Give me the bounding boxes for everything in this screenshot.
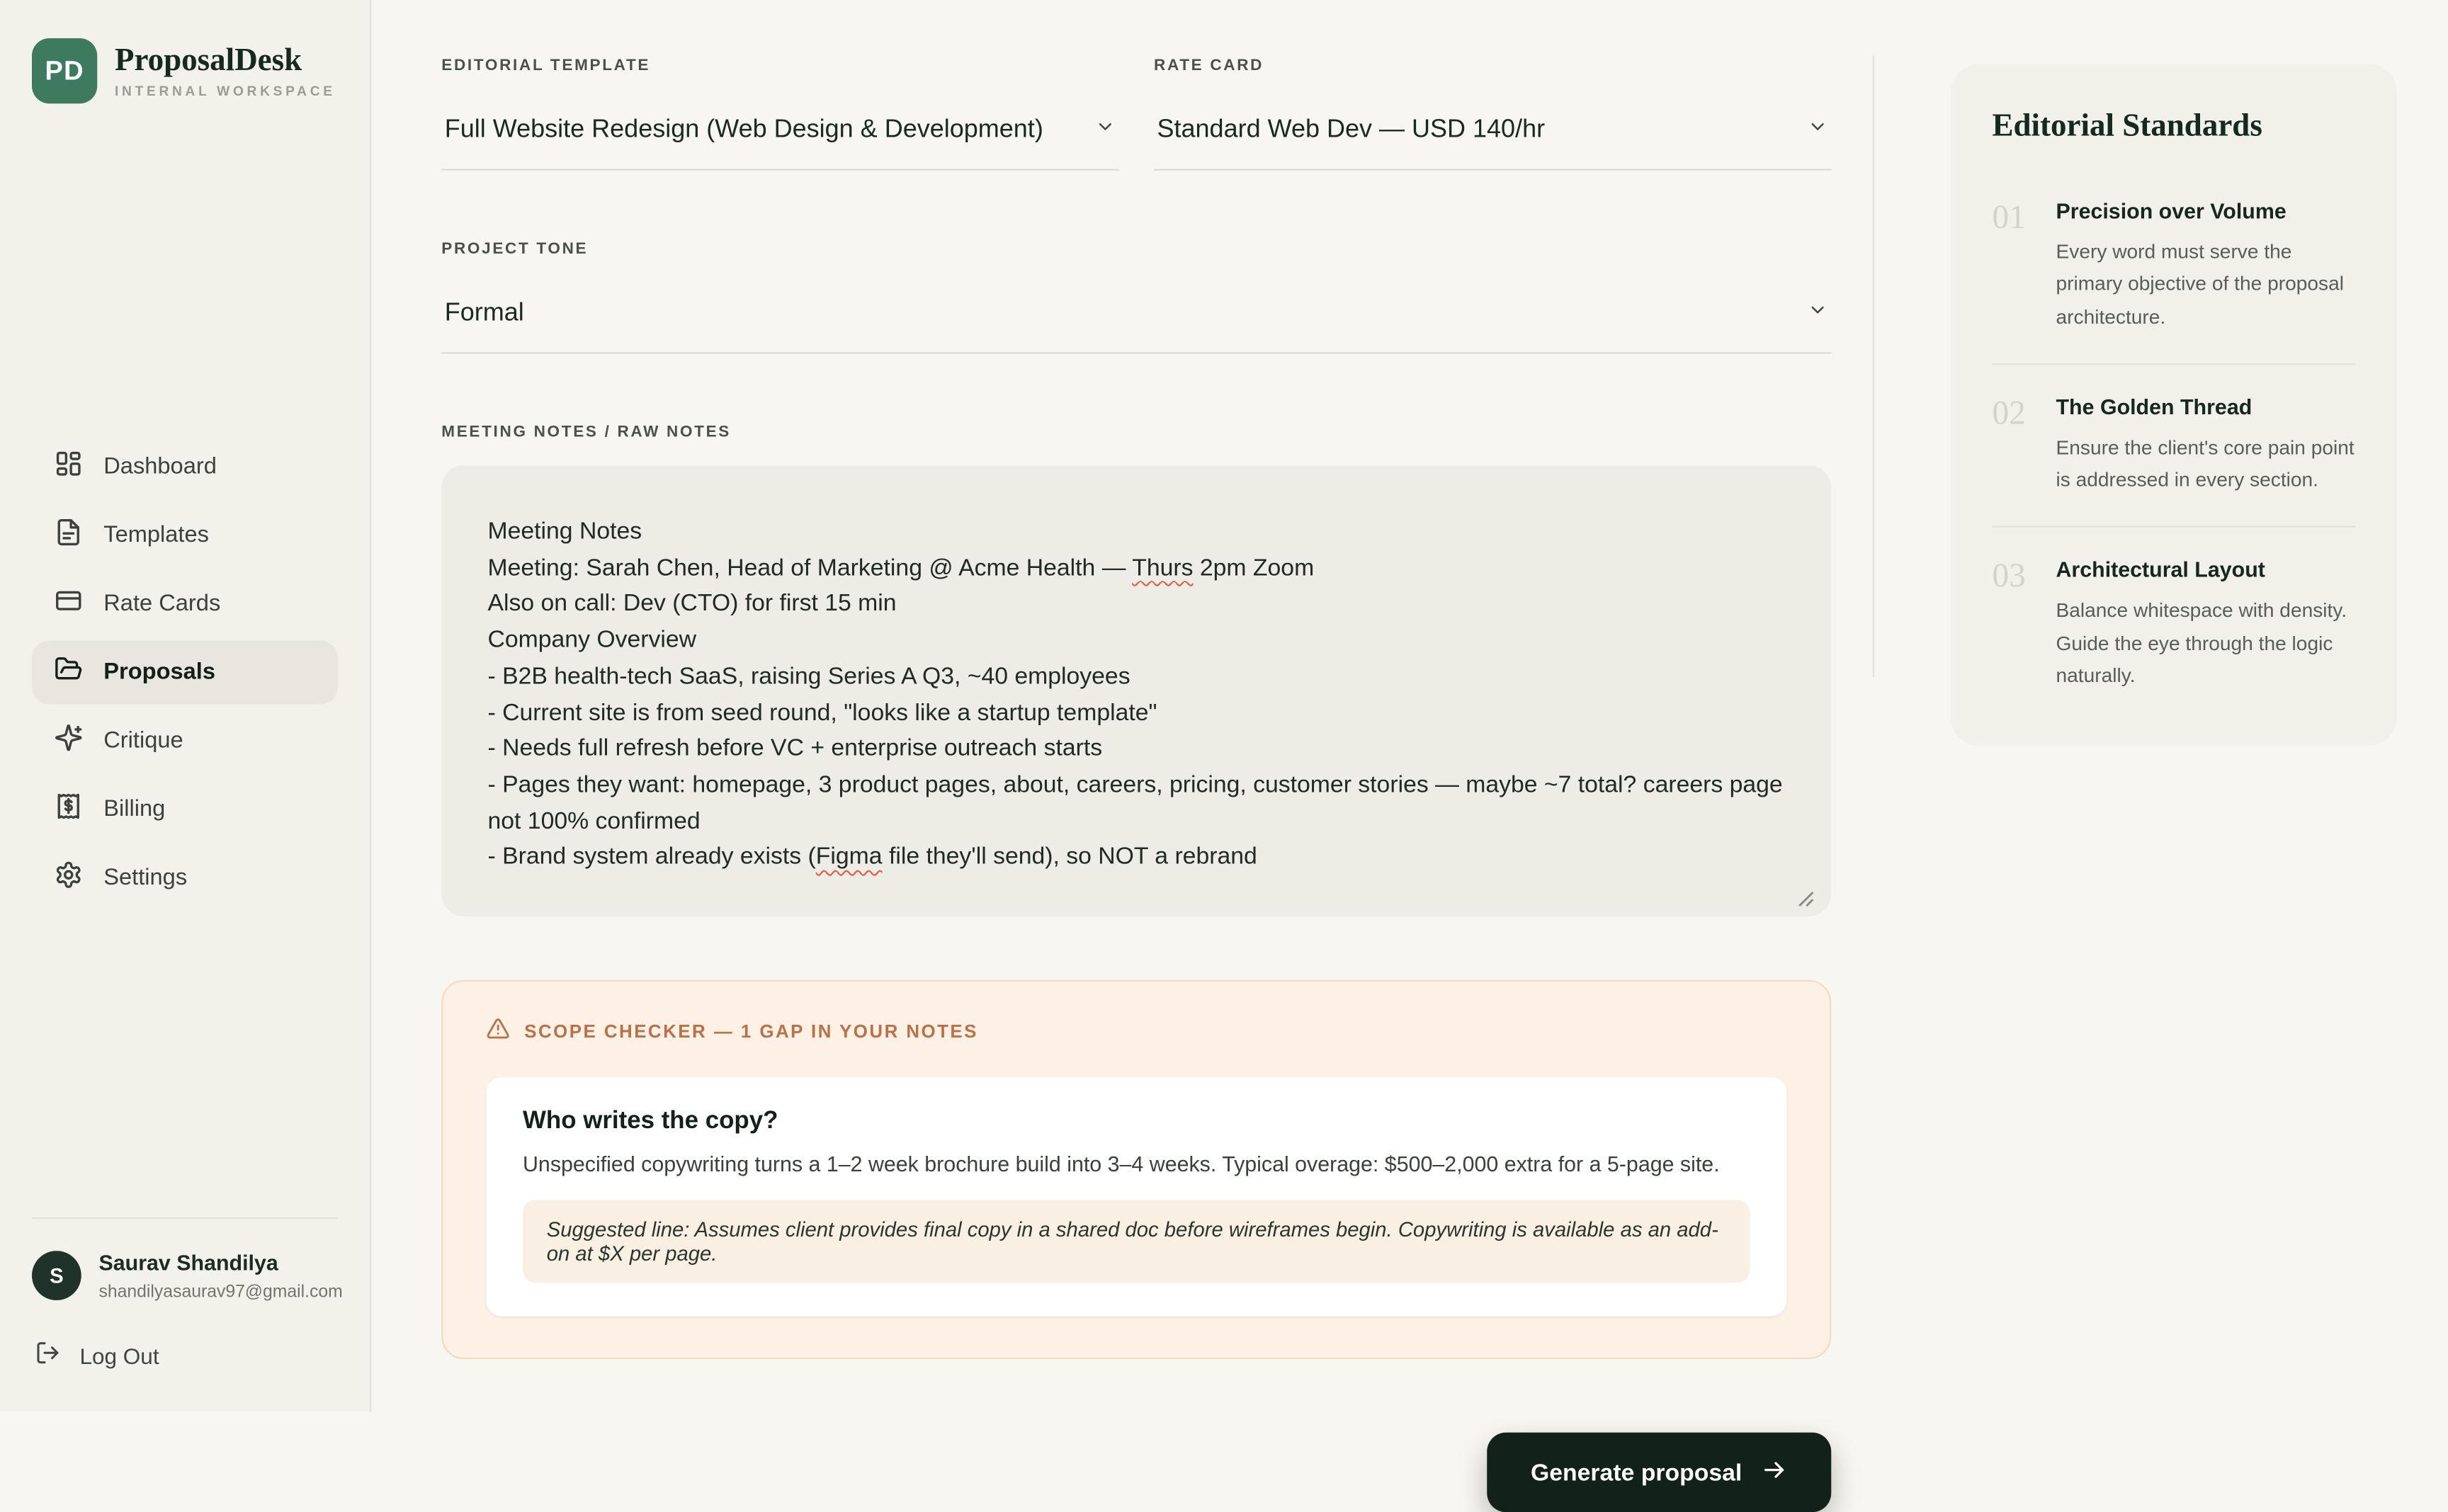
rate-card-value: Standard Web Dev — USD 140/hr bbox=[1157, 116, 1546, 144]
scope-gap-card bbox=[486, 1077, 1786, 1317]
receipt-icon bbox=[55, 792, 84, 827]
editorial-template-select[interactable] bbox=[441, 75, 1118, 171]
sidebar-item-label: Templates bbox=[103, 523, 209, 548]
standard-item-3 bbox=[1993, 558, 2356, 691]
standard-item-2 bbox=[1993, 394, 2356, 496]
logout-button[interactable] bbox=[32, 1340, 338, 1370]
scope-checker-panel bbox=[441, 980, 1831, 1360]
sidebar-item-label: Dashboard bbox=[103, 454, 217, 480]
editorial-standards-panel bbox=[1951, 64, 2397, 746]
sidebar-item-rate-cards[interactable] bbox=[32, 572, 338, 636]
standard-number: 03 bbox=[1992, 556, 2026, 595]
notes-line: - Pages they want: homepage, 3 product pages, about, careers, pricing, customer stories — maybe ~7 total? careers page not 100% confirmed bbox=[487, 771, 1790, 835]
sidebar-divider bbox=[32, 1217, 338, 1219]
standard-number: 02 bbox=[1992, 393, 2026, 432]
sidebar-item-label: Critique bbox=[103, 728, 183, 754]
sidebar-item-critique[interactable] bbox=[32, 709, 338, 773]
sidebar-item-label: Rate Cards bbox=[103, 591, 221, 617]
gap-explanation: Unspecified copywriting turns a 1–2 week brochure build into 3–4 weeks. Typical overage: $500–2,000 extra for a 5-page site. bbox=[523, 1152, 1720, 1176]
user-account bbox=[32, 1251, 343, 1302]
project-tone-label: PROJECT TONE bbox=[441, 240, 589, 258]
sidebar-item-proposals[interactable] bbox=[32, 641, 338, 705]
sidebar-item-billing[interactable] bbox=[32, 778, 338, 841]
user-name: Saurav Shandilya bbox=[98, 1251, 278, 1275]
sidebar-item-settings[interactable] bbox=[32, 846, 338, 910]
notes-line: Meeting: Sarah Chen, Head of Marketing @ Acme Health — Thurs 2pm Zoom bbox=[487, 554, 1315, 581]
project-tone-value: Formal bbox=[444, 300, 524, 327]
chevron-down-icon bbox=[1808, 300, 1828, 329]
user-email: shandilyasaurav97@gmail.com bbox=[98, 1283, 343, 1302]
chevron-down-icon bbox=[1095, 116, 1116, 145]
project-tone-select[interactable] bbox=[441, 258, 1831, 354]
notes-line: Meeting Notes bbox=[487, 518, 642, 545]
sidebar-footer bbox=[0, 1217, 370, 1411]
sidebar-nav bbox=[0, 435, 370, 910]
resize-handle-icon[interactable] bbox=[1796, 885, 1815, 904]
folder-open-icon bbox=[55, 655, 84, 690]
chevron-down-icon bbox=[1808, 116, 1828, 145]
arrow-right-icon bbox=[1761, 1455, 1788, 1489]
notes-textarea[interactable] bbox=[441, 465, 1831, 916]
notes-line: - Needs full refresh before VC + enterprise outreach starts bbox=[487, 734, 1103, 762]
standards-divider bbox=[1993, 363, 2356, 364]
file-text-icon bbox=[55, 518, 84, 553]
standard-body: Balance whitespace with density. Guide the eye through the logic naturally. bbox=[2056, 599, 2347, 687]
standard-item-1 bbox=[1993, 199, 2356, 332]
warning-triangle-icon bbox=[486, 1017, 510, 1049]
editorial-standards-title: Editorial Standards bbox=[1992, 108, 2262, 144]
sidebar bbox=[0, 0, 371, 1412]
standard-title: Precision over Volume bbox=[2056, 199, 2286, 223]
generate-proposal-button[interactable] bbox=[1488, 1433, 1831, 1512]
sidebar-item-label: Billing bbox=[103, 797, 166, 822]
credit-card-icon bbox=[55, 586, 84, 622]
gear-icon bbox=[55, 860, 84, 896]
right-column bbox=[1873, 0, 2448, 1412]
notes-line: Also on call: Dev (CTO) for first 15 min bbox=[487, 590, 897, 618]
scope-checker-title: SCOPE CHECKER — 1 GAP IN YOUR NOTES bbox=[524, 1023, 978, 1042]
sidebar-item-label: Settings bbox=[103, 865, 188, 891]
standard-title: Architectural Layout bbox=[2056, 558, 2265, 582]
sparkles-icon bbox=[55, 724, 84, 759]
logout-label: Log Out bbox=[79, 1342, 159, 1368]
standards-divider bbox=[1993, 526, 2356, 528]
standard-body: Ensure the client's core pain point is addressed in every section. bbox=[2056, 436, 2354, 491]
sidebar-item-label: Proposals bbox=[103, 659, 215, 686]
standard-title: The Golden Thread bbox=[2056, 394, 2252, 419]
generate-proposal-label: Generate proposal bbox=[1531, 1458, 1742, 1487]
notes-line: - Brand system already exists (Figma file they'll send), so NOT a rebrand bbox=[487, 843, 1257, 871]
brand-logo bbox=[0, 38, 370, 103]
standard-number: 01 bbox=[1992, 198, 2026, 236]
brand-tagline: INTERNAL WORKSPACE bbox=[115, 83, 336, 99]
main-content bbox=[371, 0, 1873, 1487]
logout-icon bbox=[35, 1340, 61, 1370]
avatar: S bbox=[32, 1251, 81, 1301]
editorial-template-value: Full Website Redesign (Web Design & Development) bbox=[444, 116, 1043, 144]
notes-line: - B2B health-tech SaaS, raising Series A Q3, ~40 employees bbox=[487, 662, 1130, 690]
brand-name: ProposalDesk bbox=[115, 42, 302, 79]
notes-line: - Current site is from seed round, "looks like a startup template" bbox=[487, 698, 1157, 726]
notes-line: Company Overview bbox=[487, 626, 697, 654]
gap-suggested-line: Suggested line: Assumes client provides final copy in a shared doc before wireframes begin. Copywriting is available as an add-on at $X per page. bbox=[523, 1200, 1750, 1283]
standard-body: Every word must serve the primary objective of the proposal architecture. bbox=[2056, 240, 2344, 328]
meeting-notes-label: MEETING NOTES / RAW NOTES bbox=[441, 424, 732, 442]
rate-card-select[interactable] bbox=[1154, 75, 1831, 171]
dashboard-grid-icon bbox=[55, 450, 84, 485]
editorial-template-label: EDITORIAL TEMPLATE bbox=[441, 57, 651, 75]
sidebar-item-dashboard[interactable] bbox=[32, 435, 338, 499]
gap-question: Who writes the copy? bbox=[523, 1107, 778, 1135]
brand-badge: PD bbox=[32, 38, 97, 103]
sidebar-item-templates[interactable] bbox=[32, 504, 338, 567]
rate-card-label: RATE CARD bbox=[1154, 57, 1264, 75]
